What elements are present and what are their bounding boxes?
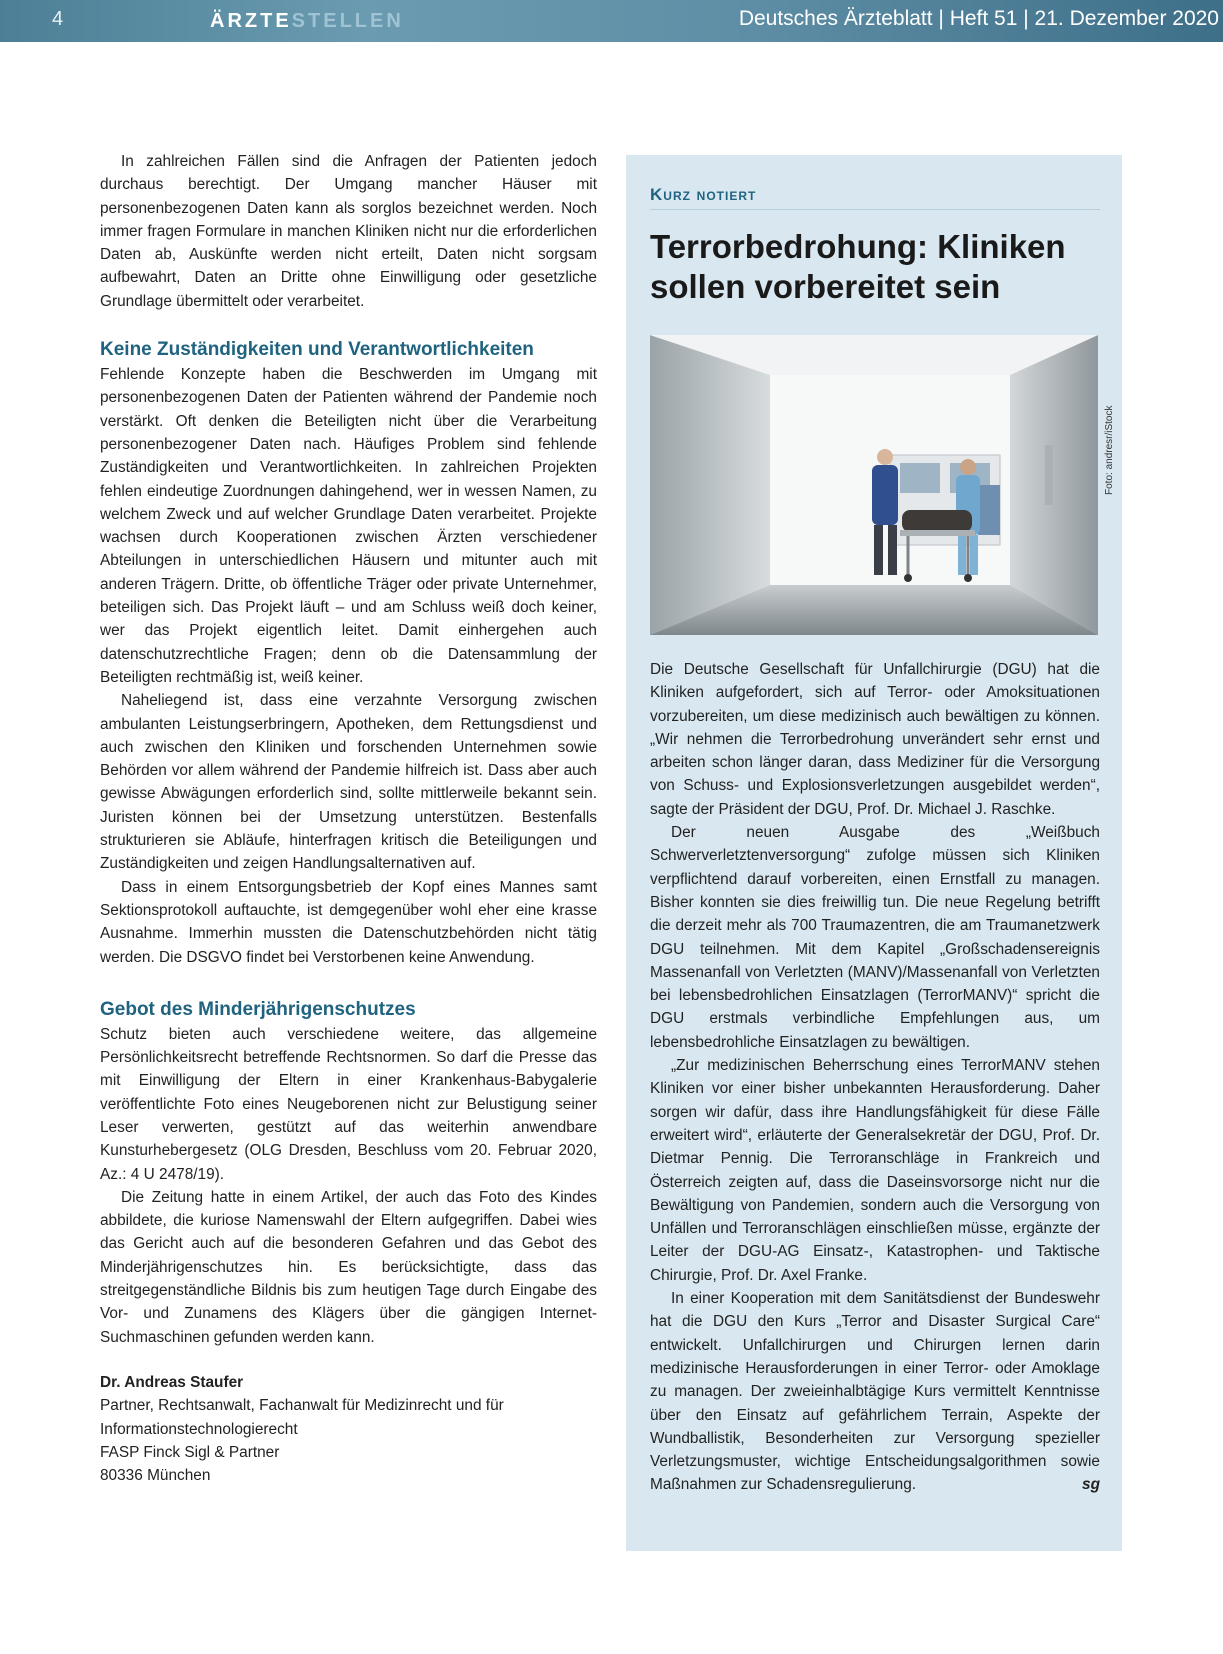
article-paragraph: Dass in einem Entsorgungsbetrieb der Kopf eines Mannes samt Sektionsprotokoll auftauchte, ist demgegenüber wohl eher eine krasse Ausnahme. Immerhin mussten die Datenschutzbehörden nicht tätig werden. Die DSGVO findet bei Verstorbenen keine Anwendung. — [100, 878, 597, 966]
sidebar-body — [650, 658, 1100, 1497]
sidebar-kicker: Kurz notiert — [650, 185, 1100, 210]
photo-illustration — [650, 335, 1098, 635]
page-number: 4 — [52, 8, 64, 30]
photo-credit: Foto: andresr/iStock — [1104, 405, 1115, 495]
author-city: 80336 München — [100, 1467, 211, 1485]
article-paragraph: Schutz bieten auch verschiedene weitere, das allgemeine Persönlichkeitsrecht betreffende Rechtsnormen. So darf die Presse das mit Einwilligung der Eltern in einer Krankenhaus-Babygalerie veröffentlichte Foto eines Neugeborenen nicht zur Belustigung seiner Leser verwerten, gestützt auf das weiterhin anwendbare Kunsturhebergesetz (OLG Dresden, Beschluss vom 20. Februar 2020, Az.: 4 U 2478/19). — [100, 1025, 597, 1183]
brand-part-2: STELLEN — [291, 10, 404, 32]
hospital-corridor-photo — [650, 335, 1098, 635]
page-header — [0, 0, 1223, 42]
author-block — [100, 1371, 597, 1487]
sidebar-paragraph-text: In einer Kooperation mit dem Sanitätsdienst der Bundeswehr hat die DGU den Kurs „Terror and Disaster Surgical Care“ entwickelt. Unfallchirurgen und Chirurgen lernen darin medizinische Herausforderungen in einer Terror- oder Amoklage zu managen. Der zweieinhalbtägige Kurs vermittelt Kenntnisse über den Einsatz auf gefährlichem Terrain, Aspekte der Wundballistik, Besonderheiten zur Versorgung spezieller Verletzungsmuster, wichtige Entscheidungsalgorithmen sowie Maßnahmen zur Schadensregulierung. — [650, 1290, 1100, 1494]
article-paragraph: Naheliegend ist, dass eine verzahnte Versorgung zwischen ambulanten Leistungserbringern, Apotheken, dem Rettungsdienst und auch zwischen den Kliniken und forschenden Unternehmen sowie Behörden vor allem während der Pandemie hilfreich ist. Dass aber auch gewisse Abwägungen erforderlich sind, sollte mittlerweile bekannt sein. Juristen können bei der Umsetzung unterstützen. Bestenfalls strukturieren sie Abläufe, hinterfragen kritisch die Beteiligungen und Zuständigkeiten und zeigen Handlungsalternativen auf. — [100, 692, 597, 873]
author-signature: sg — [1082, 1476, 1100, 1494]
article-paragraph: Die Zeitung hatte in einem Artikel, der auch das Foto des Kindes abbildete, die kuriose Namenswahl der Eltern aufgegriffen. Dabei wies das Gericht auch auf die besonderen Gefahren und das Gebot des Minderjährigenschutzes hin. Es berücksichtigte, dass das streitgegenständliche Bildnis bis zum heutigen Tage durch Eingabe des Vor- und Zunamens des Klägers über die gängigen Internet-Suchmaschinen gefunden werden kann. — [100, 1188, 597, 1346]
author-firm: FASP Finck Sigl & Partner — [100, 1443, 280, 1461]
author-name: Dr. Andreas Staufer — [100, 1373, 244, 1391]
sidebar-paragraph: Der neuen Ausgabe des „Weißbuch Schwerverletztenversorgung“ zufolge müssen sich Kliniken verpflichtend darauf vorbereiten, einen Ernstfall zu managen. Bisher konnten sie dies freiwillig tun. Die neue Regelung betrifft die derzeit mehr als 700 Traumazentren, die am Traumanetzwerk DGU teilnehmen. Mit dem Kapitel „Großschadensereignis Massenanfall von Verletzten (MANV)/Massenanfall von Verletzten bei lebensbedrohlichen Einsatzlagen (TerrorMANV)“ spricht die DGU erstmals verbindliche Empfehlungen aus, um lebensbedrohliche Einsatzlagen zu bewältigen. — [650, 824, 1100, 1051]
section-heading-1: Keine Zuständigkeiten und Verantwortlichkeiten — [100, 339, 534, 361]
section-heading-2: Gebot des Minderjährigenschutzes — [100, 998, 416, 1020]
sidebar-paragraph: „Zur medizinischen Beherrschung eines TerrorMANV stehen Kliniken vor einer bisher unbekannten Herausforderung. Daher sorgen wir dafür, dass ihre Handlungsfähigkeit für diese Fälle erweitert wird“, erläuterte der Generalsekretär der DGU, Prof. Dr. Dietmar Pennig. Die Terroranschläge in Frankreich und Österreich zeigten auf, dass die Daseinsvorsorge nicht nur die Bewältigung von Pandemien, sondern auch die Versorgung von Unfällen und Terroranschlägen einschließen müsse, ergänzte der Leiter der DGU-AG Einsatz-, Katastrophen- und Taktische Chirurgie, Prof. Dr. Axel Franke. — [650, 1057, 1100, 1284]
issue-info: Deutsches Ärzteblatt | Heft 51 | 21. Dezember 2020 — [738, 7, 1219, 30]
section-brand — [210, 10, 404, 33]
brand-part-1: ÄRZTE — [210, 10, 292, 32]
news-sidebar-box — [626, 155, 1122, 1551]
article-paragraph: Fehlende Konzepte haben die Beschwerden im Umgang mit personenbezogenen Daten der Patienten während der Pandemie noch verstärkt. Oft denken die Beteiligten nicht über die Verarbeitung personenbezogener Daten nach. Häufiges Problem sind fehlende Zuständigkeiten und Verantwortlichkeiten. In zahlreichen Projekten fehlen eindeutige Zuordnungen dahingehend, wer in wessen Namen, zu welchem Zweck und auf welcher Grundlage Daten verarbeitet. Projekte wachsen durch Kooperationen zwischen Ärzten verschiedener Abteilungen in unterschiedlichen Häusern und mitunter auch mit anderen Trägern. Dritte, ob öffentliche Träger oder private Unternehmer, beteiligen sich. Das Projekt läuft – und am Schluss weiß doch keiner, wer das Projekt eigentlich leitet. Damit einhergehen auch datenschutzrechtliche Fragen; denn ob die Datensammlung der Beteiligten rechtmäßig ist, weiß keiner. — [100, 366, 597, 686]
author-role-cont: Informationstechnologierecht — [100, 1420, 298, 1438]
author-role: Partner, Rechtsanwalt, Fachanwalt für Medizinrecht und für — [100, 1397, 504, 1415]
sidebar-paragraph: Die Deutsche Gesellschaft für Unfallchirurgie (DGU) hat die Kliniken aufgefordert, sich auf Terror- oder Amoksituationen vorzubereiten, um diese medizinisch auch bewältigen zu können. „Wir nehmen die Terrorbedrohung unverändert sehr ernst und arbeiten schon länger daran, dass Mediziner für die Versorgung von Schuss- und Explosionsverletzungen ausgebildet werden“, sagte der Präsident der DGU, Prof. Dr. Michael J. Raschke. — [650, 661, 1100, 818]
intro-paragraph: In zahlreichen Fällen sind die Anfragen der Patienten jedoch durchaus berechtigt. Der Umgang mancher Häuser mit personenbezogenen Daten kann als sorglos bezeichnet werden. Noch immer fragen Formulare in manchen Kliniken nicht nur die erforderlichen Daten ab, Auskünfte werden nicht erteilt, Daten nicht sorgsam aufbewahrt, Daten an Dritte ohne Einwilligung oder gesetzliche Grundlage übermittelt oder verarbeitet. — [100, 153, 597, 310]
sidebar-paragraph-last — [650, 1287, 1100, 1497]
sidebar-title: Terrorbedrohung: Kliniken sollen vorbereitet sein — [650, 228, 1066, 305]
main-article — [100, 150, 597, 1487]
